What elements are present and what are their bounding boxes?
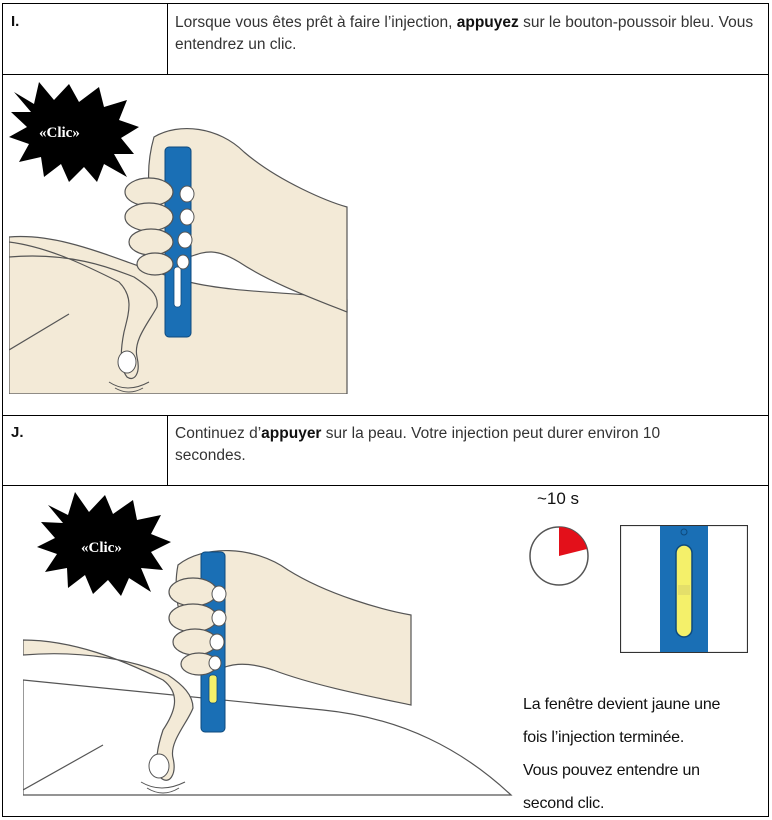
step-j-letter: J.	[11, 424, 24, 441]
step-j-illustration	[23, 490, 513, 806]
step-j-text	[175, 423, 728, 467]
instruction-table	[2, 3, 769, 817]
timer-label: ~10 s	[537, 489, 580, 508]
column-divider	[167, 4, 168, 74]
row-divider	[3, 485, 768, 486]
row-divider	[3, 415, 768, 416]
caption-line: Vous pouvez entendre un	[523, 762, 700, 779]
caption-line: La fenêtre devient jaune une	[523, 696, 721, 713]
step-j-text-end: sur la peau. Votre injection peut durer environ 10 secondes.	[175, 425, 661, 464]
step-i-text-start: Lorsque vous êtes prêt à faire l’injection,	[175, 14, 457, 31]
pen-window	[174, 267, 181, 307]
timer-clock-icon	[527, 524, 591, 588]
row-divider	[3, 74, 768, 75]
window-closeup-illustration	[620, 525, 748, 653]
caption-line: second clic.	[523, 795, 605, 812]
step-i-illustration	[9, 82, 349, 394]
step-i-text-end: sur le bouton-poussoir bleu. Vous entendrez un clic.	[175, 14, 754, 53]
step-i-text	[175, 12, 764, 56]
column-divider	[167, 415, 168, 485]
caption-line: fois l’injection terminée.	[523, 729, 685, 746]
step-j-text-bold: appuyer	[261, 425, 322, 442]
click-burst-label: «Clic»	[81, 540, 122, 556]
window-caption	[523, 688, 720, 820]
step-j-text-start: Continuez d’	[175, 425, 262, 442]
step-i-text-bold: appuyez	[456, 14, 519, 31]
click-burst-label: «Clic»	[39, 125, 80, 141]
step-i-letter: I.	[11, 13, 20, 30]
thigh-skin	[23, 680, 511, 795]
pen-window-yellow	[209, 675, 217, 703]
